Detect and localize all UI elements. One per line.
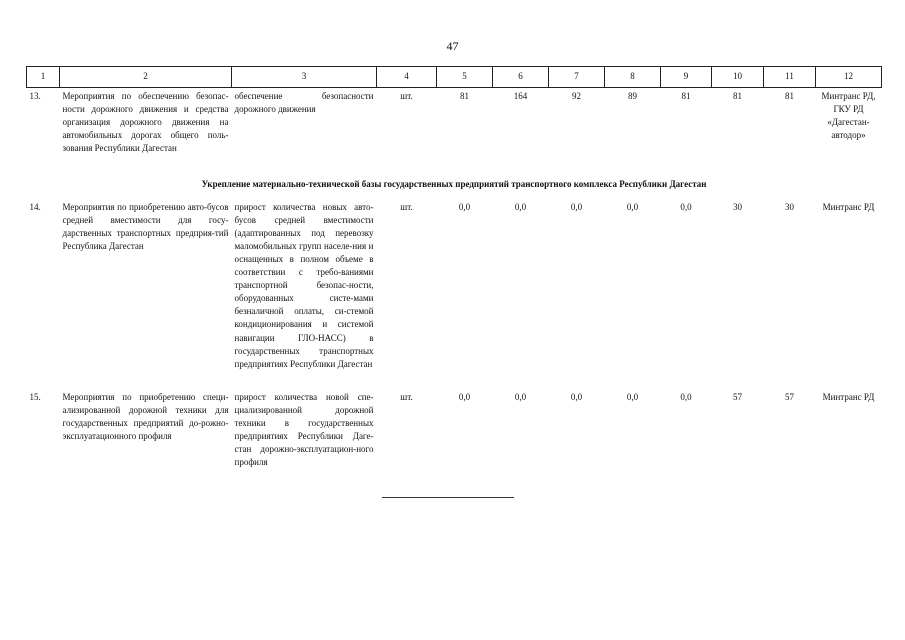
value-cell: 164 xyxy=(513,91,528,101)
page-number: 47 xyxy=(446,39,459,53)
activity-description: Мероприятия по приобретению авто-бусов средней вместимости для госу-дарственных транспортных предприя-тий Республика Дагестан xyxy=(62,202,229,252)
value-cell: 0,0 xyxy=(626,392,639,403)
value-cell: 0,0 xyxy=(680,392,692,403)
column-header: 3 xyxy=(232,67,377,88)
column-header: 6 xyxy=(493,67,549,88)
header-row xyxy=(27,67,882,88)
responsible-cell: Минтранс РД xyxy=(822,392,875,403)
column-header: 10 xyxy=(712,67,764,88)
responsible-cell: Минтранс РД xyxy=(822,202,875,213)
value-cell: 81 xyxy=(681,91,691,101)
indicator-description: обеспечение безопасности дорожного движения xyxy=(234,91,374,115)
closing-rule xyxy=(382,497,514,498)
section-heading: Укрепление материально-технической базы государственных предприятий транспортного комплекса Республики Дагестан xyxy=(201,179,707,189)
value-cell: 89 xyxy=(628,91,637,101)
value-cell: 0,0 xyxy=(626,202,639,213)
section-heading-row xyxy=(27,176,882,199)
value-cell: 81 xyxy=(460,91,469,101)
indicator-description: прирост количества новой спе-циализированной дорожной техники в государственных предприятиях Республики Даге-стан дорожно-эксплуатацион-ного профиля xyxy=(234,392,374,468)
row-number: 13. xyxy=(29,91,41,101)
value-cell: 0,0 xyxy=(514,392,527,403)
column-header: 2 xyxy=(60,67,232,88)
unit-cell: шт. xyxy=(400,202,413,213)
value-cell: 0,0 xyxy=(458,202,471,213)
value-cell: 0,0 xyxy=(680,202,692,213)
unit-cell: шт. xyxy=(400,91,413,101)
value-cell: 81 xyxy=(785,91,794,101)
column-header: 12 xyxy=(816,67,882,88)
column-header: 5 xyxy=(437,67,493,88)
value-cell: 81 xyxy=(733,91,742,101)
value-cell: 0,0 xyxy=(514,202,527,213)
unit-cell: шт. xyxy=(400,392,413,403)
value-cell: 30 xyxy=(785,202,794,213)
row-number: 14. xyxy=(29,202,41,213)
column-header: 4 xyxy=(377,67,437,88)
activity-description: Мероприятия по приобретению специ-ализированной дорожной техники для государственных предприятий до-рожно-эксплуатационного профиля xyxy=(62,392,229,442)
activities-table xyxy=(26,66,882,477)
table-row xyxy=(27,199,882,389)
value-cell: 30 xyxy=(733,202,742,213)
indicator-description: прирост количества новых авто-бусов средней вместимости (адаптированных под перевозку маломобильных групп населе-ния и оснащенных в полном объеме в соответствии с требо-ваниями транспортной безопас-ности, оборудованных систе-мами безналичной оплаты, си-стемой кондиционирования и системой навигации ГЛО-НАСС) в государственных транспортных предприятиях Республики Дагестан xyxy=(234,202,374,369)
column-header: 7 xyxy=(549,67,605,88)
column-header: 9 xyxy=(661,67,712,88)
table-row xyxy=(27,88,882,177)
value-cell: 92 xyxy=(572,91,581,101)
value-cell: 0,0 xyxy=(458,392,471,403)
value-cell: 57 xyxy=(785,392,794,403)
responsible-cell: Минтранс РД, ГКУ РД «Дагестан-автодор» xyxy=(821,91,876,141)
row-number: 15. xyxy=(29,392,41,403)
value-cell: 0,0 xyxy=(570,392,583,403)
value-cell: 57 xyxy=(733,392,742,403)
column-header: 8 xyxy=(605,67,661,88)
column-header: 11 xyxy=(764,67,816,88)
column-header: 1 xyxy=(27,67,60,88)
table-row xyxy=(27,389,882,477)
activity-description: Мероприятия по обеспечению безопас-ности дорожного движения и средства организация дорожного движения на автомобильных дорогах общего поль-зования Республики Дагестан xyxy=(62,91,229,154)
value-cell: 0,0 xyxy=(570,202,583,213)
